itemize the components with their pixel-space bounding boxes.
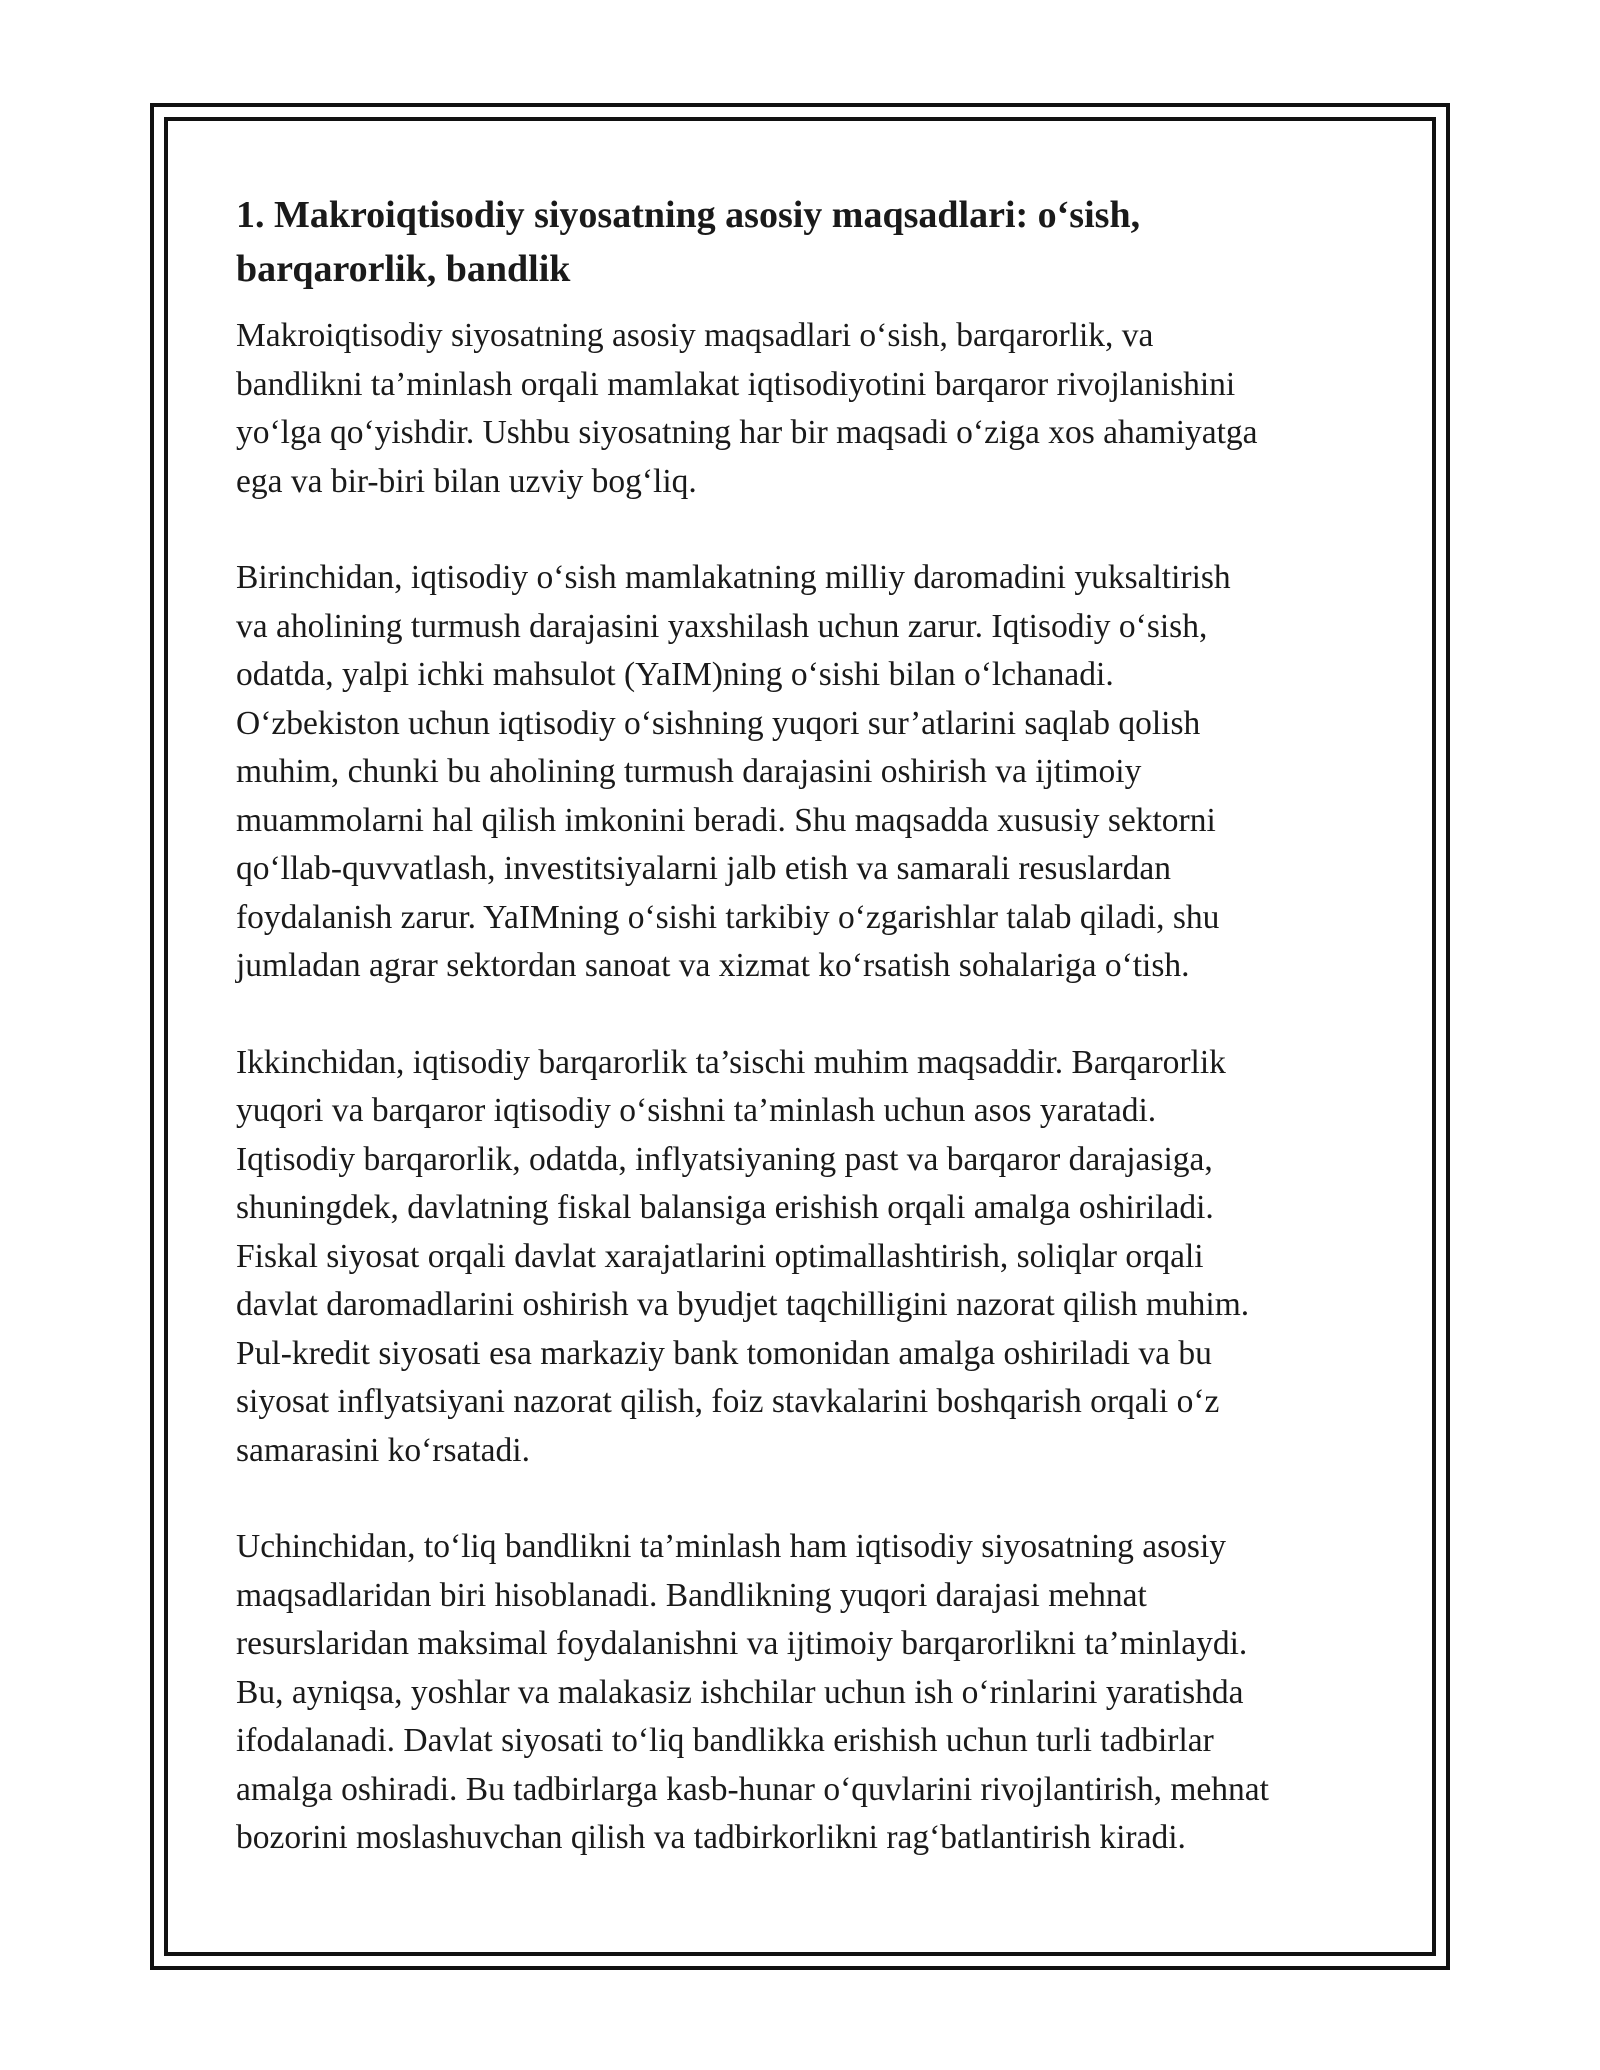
paragraph-stability: Ikkinchidan, iqtisodiy barqarorlik ta’sischi muhim maqsaddir. Barqarorlik yuqori va barqaror iqtisodiy o‘sishni ta’minlash uchun asos yaratadi. Iqtisodiy barqarorlik, odatda, inflyatsiyaning past va barqaror darajasiga, shuningdek, davlatning fiskal balansiga erishish orqali amalga oshiriladi. Fiskal siyosat orqali davlat xarajatlarini optimallashtirish, soliqlar orqali davlat daromadlarini oshirish va byudjet taqchilligini nazorat qilish muhim. Pul-kredit siyosati esa markaziy bank tomonidan amalga oshiriladi va bu siyosat inflyatsiyani nazorat qilish, foiz stavkalarini boshqarish orqali o‘z samarasini ko‘rsatadi. [236,1043,1250,1469]
section-heading: 1. Makroiqtisodiy siyosatning asosiy maqsadlari: o‘sish, barqarorlik, bandlik [236,194,1141,290]
paragraph-growth: Birinchidan, iqtisodiy o‘sish mamlakatning milliy daromadini yuksaltirish va aholining turmush darajasini yaxshilash uchun zarur. Iqtisodiy o‘sish, odatda, yalpi ichki mahsulot (YaIM)ning o‘sishi bilan o‘lchanadi. O‘zbekiston uchun iqtisodiy o‘sishning yuqori sur’atlarini saqlab qolish muhim, chunki bu aholining turmush darajasini oshirish va ijtimoiy muammolarni hal qilish imkonini beradi. Shu maqsadda xususiy sektorni qo‘llab-quvvatlash, investitsiyalarni jalb etish va samarali resuslardan foydalanish zarur. YaIMning o‘sishi tarkibiy o‘zgarishlar talab qiladi, shu jumladan agrar sektordan sanoat va xizmat ko‘rsatish sohalariga o‘tish. [236,559,1231,984]
paragraph-employment: Uchinchidan, to‘liq bandlikni ta’minlash ham iqtisodiy siyosatning asosiy maqsadlaridan biri hisoblanadi. Bandlikning yuqori darajasi mehnat resurslaridan maksimal foydalanishni va ijtimoiy barqarorlikni ta’minlaydi. Bu, ayniqsa, yoshlar va malakasiz ishchilar uchun ish o‘rinlarini yaratishda ifodalanadi. Davlat siyosati to‘liq bandlikka erishish uchun turli tadbirlar amalga oshiradi. Bu tadbirlarga kasb-hunar o‘quvlarini rivojlantirish, mehnat bozorini moslashuvchan qilish va tadbirkorlikni rag‘batlantirish kiradi. [236,1528,1269,1856]
document-body [236,188,1376,1911]
paragraph-intro: Makroiqtisodiy siyosatning asosiy maqsadlari o‘sish, barqarorlik, va bandlikni ta’minlash orqali mamlakat iqtisodiyotini barqaror rivojlanishini yo‘lga qo‘yishdir. Ushbu siyosatning har bir maqsadi o‘ziga xos ahamiyatga ega va bir-biri bilan uzviy bog‘liq. [236,317,1258,500]
